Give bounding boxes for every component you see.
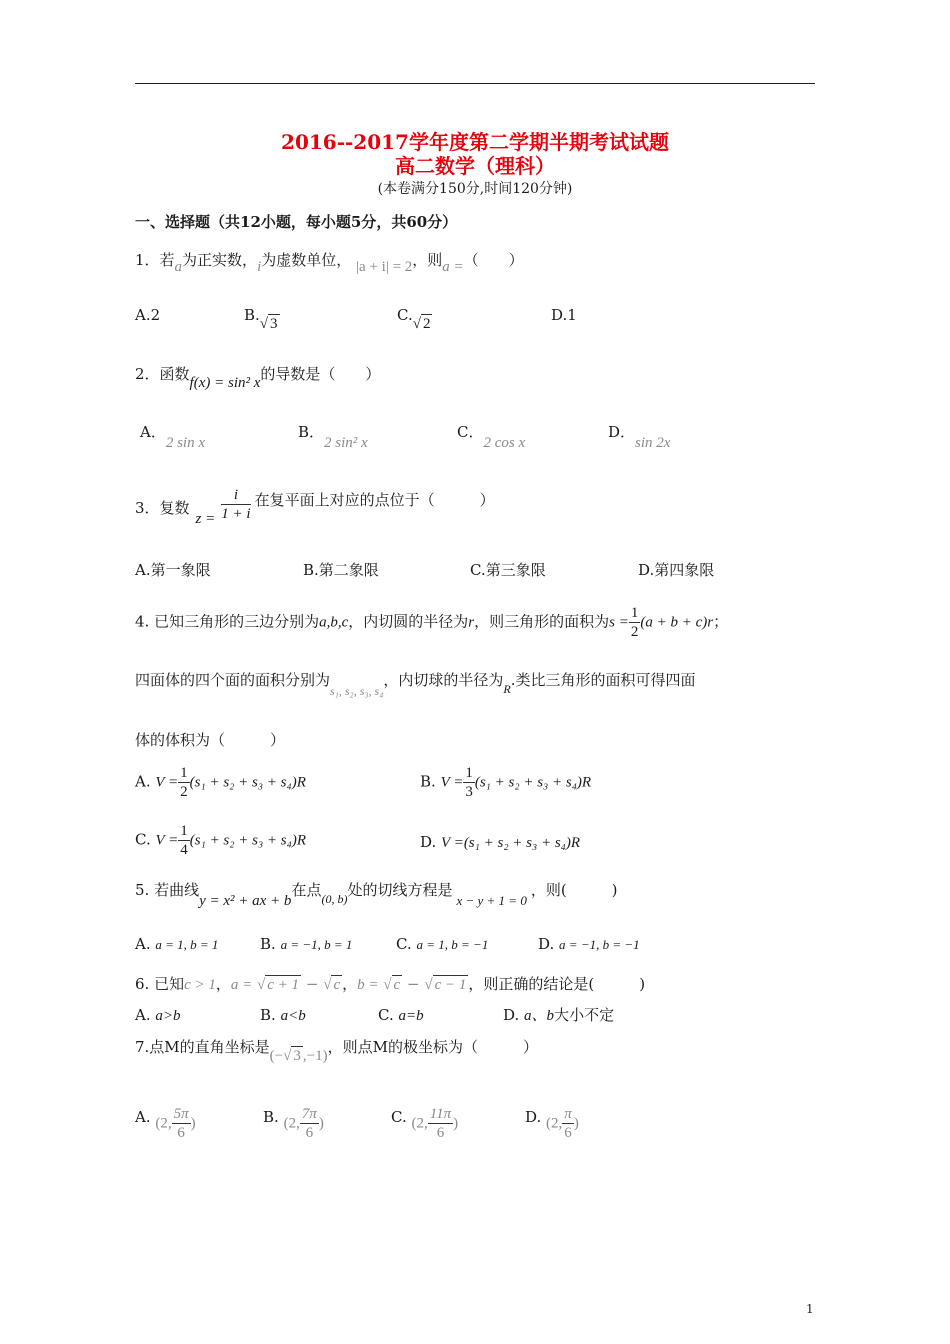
- q4-option-a: A. V = $\frac{1}{2}$ (s₁ + s₂ + s₃ + s₄)R: [135, 765, 306, 800]
- q6-option-a: A. a>b: [135, 1006, 181, 1024]
- top-rule: [135, 83, 815, 84]
- page-number: 1: [806, 1302, 814, 1316]
- q3-option-a: A.第一象限: [135, 561, 211, 579]
- q3-fraction: $\frac{i}{1 + i}$: [221, 487, 251, 522]
- q7-option-b: B. (2, $\frac{7\pi}{6}$ ): [263, 1106, 324, 1141]
- question-5: 5. 若曲线y = x² + ax + b在点$_{(0, b)}$处的切线方程是x − y + 1 = 0，则( ): [135, 881, 618, 909]
- q1-option-a: A.2: [135, 306, 161, 324]
- q3-option-b: B.第二象限: [303, 561, 379, 579]
- q7-option-a: A. (2, $\frac{5\pi}{6}$ ): [135, 1106, 196, 1141]
- question-4-line-1: 4. 已知三角形的三边分别为a,b,c，内切圆的半径为r，则三角形的面积为s = $\frac{1}{2}$ (a + b + c)r；: [135, 605, 729, 640]
- q4-option-d: D. V =(s₁ + s₂ + s₃ + s₄)R: [420, 833, 581, 851]
- section-heading: 一、选择题（共12小题，每小题5分，共60分）: [135, 213, 458, 231]
- q1-option-b: B.√ 3: [244, 306, 278, 332]
- question-4-line-3: 体的体积为（ ）: [135, 731, 286, 749]
- q3-option-c: C.第三象限: [470, 561, 546, 579]
- q3-option-d: D.第四象限: [638, 561, 715, 579]
- question-3: 3．复数z = $\frac{i}{1 + i}$ 在复平面上对应的点位于（ ）: [135, 487, 495, 527]
- q5-option-b: B. a = −1, b = 1: [260, 935, 353, 953]
- exam-note: (本卷满分150分,时间120分钟): [377, 181, 573, 197]
- q2-option-c: C．2 cos x: [457, 423, 526, 451]
- question-6: 6. 已知c > 1，a = √ c + 1 − √ c ，b = √ c − √ c − 1 ，则正确的结论是( ): [135, 975, 646, 993]
- q4-option-c: C. V = $\frac{1}{4}$ (s₁ + s₂ + s₃ + s₄)R: [135, 823, 306, 858]
- q5-option-c: C. a = 1, b = −1: [396, 935, 489, 953]
- q5-option-d: D. a = −1, b = −1: [538, 935, 640, 953]
- q1-option-d: D.1: [551, 306, 577, 324]
- q6-option-d: D. a、b大小不定: [503, 1006, 615, 1024]
- question-4-line-2: 四面体的四个面的面积分别为$_{s_1, s_2, s_3, s_4}$，内切球的半径为$_R$.类比三角形的面积可得四面: [135, 671, 696, 698]
- q1-condition: |a + i| = 2: [356, 259, 413, 275]
- q4-half: $\frac{1}{2}$: [630, 605, 639, 640]
- q2-function: f(x) = sin² x: [189, 375, 261, 391]
- exam-title: 2016--2017学年度第二学期半期考试试题: [281, 130, 669, 154]
- question-2: 2．函数f(x) = sin² x的导数是（ ）: [135, 365, 381, 391]
- q7-option-d: D. (2, $\frac{\pi}{6}$ ): [525, 1106, 579, 1141]
- q2-option-b: B．2 sin² x: [298, 423, 368, 451]
- q2-option-d: D．sin 2x: [608, 423, 671, 451]
- q7-option-c: C. (2, $\frac{11\pi}{6}$ ): [391, 1106, 459, 1141]
- q2-option-a: A．2 sin x: [140, 423, 206, 451]
- question-7: 7.点M的直角坐标是(−√ 3 ,−1)，则点M的极坐标为（ ）: [135, 1038, 538, 1064]
- q6-option-c: C. a=b: [378, 1006, 424, 1024]
- q5-option-a: A. a = 1, b = 1: [135, 935, 219, 953]
- q6-option-b: B. a<b: [260, 1006, 306, 1024]
- q1-option-c: C.√ 2: [397, 306, 431, 332]
- exam-subtitle: 高二数学（理科）: [395, 154, 555, 178]
- q4-option-b: B. V = $\frac{1}{3}$ (s₁ + s₂ + s₃ + s₄)R: [420, 765, 592, 800]
- question-1: 1．若a为正实数，i为虚数单位， |a + i| = 2，则a =（ ）: [135, 251, 524, 275]
